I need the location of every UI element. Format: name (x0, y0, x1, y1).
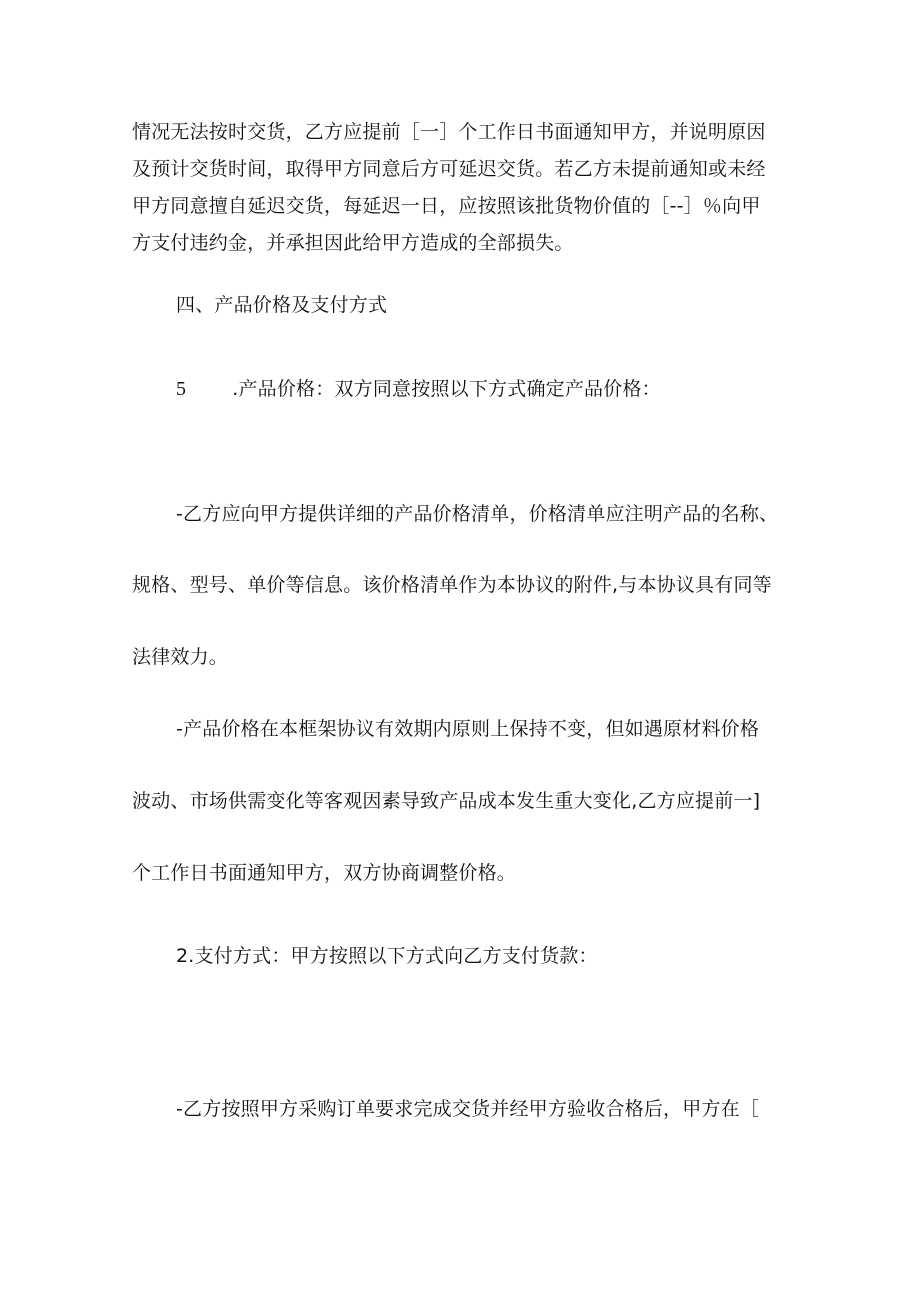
paragraph-line: -乙方按照甲方采购订单要求完成交货并经甲方验收合格后，甲方在［ (176, 1098, 760, 1120)
paragraph-line: 波动、市场供需变化等客观因素导致产品成本发生重大变化,乙方应提前一] (132, 790, 761, 812)
paragraph-line: 法律效力。 (132, 646, 229, 668)
numbered-item: 2.支付方式：甲方按照以下方式向乙方支付货款： (176, 945, 598, 967)
item-text: .产品价格：双方同意按照以下方式确定产品价格： (232, 378, 661, 400)
numbered-item (176, 376, 661, 402)
paragraph-line: 甲方同意擅自延迟交货，每延迟一日，应按照该批货物价值的［--］％向甲 (132, 195, 761, 217)
section-heading: 四、产品价格及支付方式 (176, 294, 388, 316)
paragraph-line: -产品价格在本框架协议有效期内原则上保持不变，但如遇原材料价格 (176, 718, 760, 740)
paragraph-line: 方支付违约金，并承担因此给甲方造成的全部损失。 (132, 232, 574, 254)
paragraph-line: 及预计交货时间，取得甲方同意后方可延迟交货。若乙方未提前通知或未经 (132, 158, 766, 180)
paragraph-line: 规格、型号、单价等信息。该价格清单作为本协议的附件,与本协议具有同等 (132, 574, 772, 596)
paragraph-line: 情况无法按时交货，乙方应提前［一］个工作日书面通知甲方，并说明原因 (132, 121, 766, 143)
paragraph-line: -乙方应向甲方提供详细的产品价格清单，价格清单应注明产品的名称、 (176, 503, 779, 525)
item-number: 5 (176, 378, 187, 400)
paragraph-line: 个工作日书面通知甲方，双方协商调整价格。 (132, 862, 517, 884)
